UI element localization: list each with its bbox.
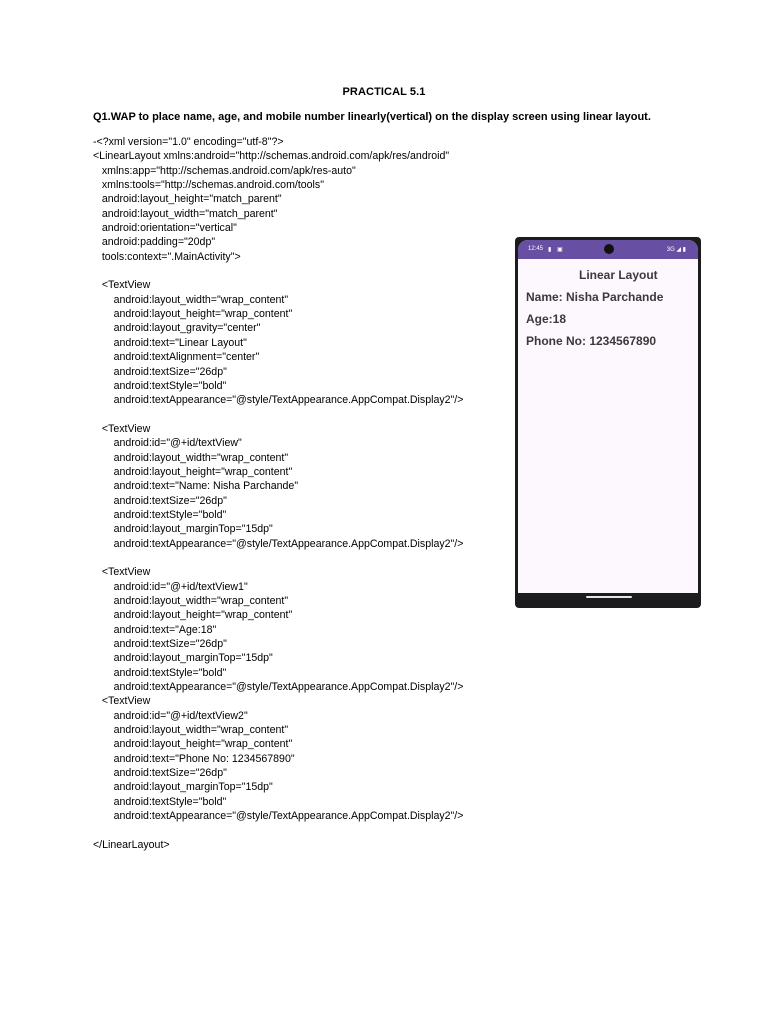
code-line: [93, 408, 463, 422]
code-line: xmlns:app="http://schemas.android.com/apk/res-auto": [93, 164, 356, 177]
signal-battery-icons: 3G ◢ ▮: [666, 247, 686, 253]
home-indicator[interactable]: [586, 596, 632, 598]
code-line: [93, 264, 463, 278]
code-line: android:textStyle="bold": [93, 508, 227, 521]
code-line: android:textAppearance="@style/TextAppearance.AppCompat.Display2"/>: [93, 681, 464, 694]
code-line: android:padding="20dp": [93, 236, 216, 249]
code-line: android:layout_height="wrap_content": [93, 465, 293, 478]
code-line: <TextView: [93, 422, 151, 435]
phone-number-text: Phone No: 1234567890: [526, 334, 657, 348]
code-line: android:text="Age:18": [93, 623, 217, 636]
app-title-text: Linear Layout: [579, 268, 658, 282]
code-line: android:textAppearance="@style/TextAppearance.AppCompat.Display2"/>: [93, 810, 464, 823]
code-line: android:textStyle="bold": [93, 666, 227, 679]
notification-icons: ▮ ▣: [548, 247, 565, 253]
code-line: android:textSize="26dp": [93, 494, 227, 507]
code-line: <TextView: [93, 566, 151, 579]
code-line: android:textStyle="bold": [93, 379, 227, 392]
code-line: android:layout_height="wrap_content": [93, 609, 293, 622]
code-line: android:layout_marginTop="15dp": [93, 781, 273, 794]
page-title: PRACTICAL 5.1: [342, 86, 426, 98]
code-line: android:id="@+id/textView1": [93, 580, 248, 593]
code-line: -<?xml version="1.0" encoding="utf-8"?>: [93, 136, 284, 148]
code-line: android:textSize="26dp": [93, 638, 227, 651]
code-line: android:layout_width="wrap_content": [93, 595, 289, 607]
code-line: android:text="Linear Layout": [93, 336, 247, 349]
code-line: android:layout_width="wrap_content": [93, 293, 289, 306]
status-bar: [518, 240, 698, 259]
code-line: android:textAppearance="@style/TextAppearance.AppCompat.Display2"/>: [93, 537, 464, 550]
code-line: android:layout_gravity="center": [93, 322, 261, 335]
code-line: android:id="@+id/textView": [93, 437, 242, 450]
code-line: android:text="Phone No: 1234567890": [93, 752, 295, 765]
code-line: android:layout_marginTop="15dp": [93, 523, 273, 536]
code-line: android:layout_marginTop="15dp": [93, 652, 273, 665]
code-line: android:textSize="26dp": [93, 767, 227, 780]
code-line: android:id="@+id/textView2": [93, 709, 248, 722]
code-line: android:layout_width="match_parent": [93, 207, 278, 220]
code-line: [93, 551, 463, 565]
code-line: android:textAppearance="@style/TextAppearance.AppCompat.Display2"/>: [93, 394, 464, 407]
code-line: android:textAlignment="center": [93, 351, 260, 364]
name-text: Name: Nisha Parchande: [526, 290, 664, 304]
navigation-bar: [518, 593, 698, 605]
code-line: android:layout_width="wrap_content": [93, 724, 289, 737]
code-line: android:layout_height="wrap_content": [93, 308, 293, 321]
code-line: </LinearLayout>: [93, 838, 170, 851]
code-line: android:orientation="vertical": [93, 222, 237, 235]
code-line: android:layout_height="wrap_content": [93, 738, 293, 751]
code-line: android:layout_width="wrap_content": [93, 451, 289, 464]
code-line: android:textStyle="bold": [93, 795, 227, 808]
code-line: android:layout_height="match_parent": [93, 193, 282, 206]
code-line: <TextView: [93, 695, 151, 708]
phone-mockup: [515, 237, 701, 608]
code-line: android:textSize="26dp": [93, 365, 227, 378]
camera-icon: [604, 244, 614, 254]
question-text: Q1.WAP to place name, age, and mobile number linearly(vertical) on the display screen using linear layout.: [93, 111, 651, 123]
xml-code-block: [93, 135, 463, 852]
code-line: xmlns:tools="http://schemas.android.com/tools": [93, 179, 324, 192]
phone-screen: [518, 240, 698, 599]
code-line: android:text="Name: Nisha Parchande": [93, 480, 299, 493]
code-line: [93, 824, 463, 838]
code-line: <LinearLayout xmlns:android="http://schemas.android.com/apk/res/android": [93, 150, 450, 163]
status-time: 12:45: [528, 246, 544, 252]
code-line: <TextView: [93, 279, 151, 292]
age-text: Age:18: [526, 312, 567, 326]
code-line: tools:context=".MainActivity">: [93, 250, 241, 263]
